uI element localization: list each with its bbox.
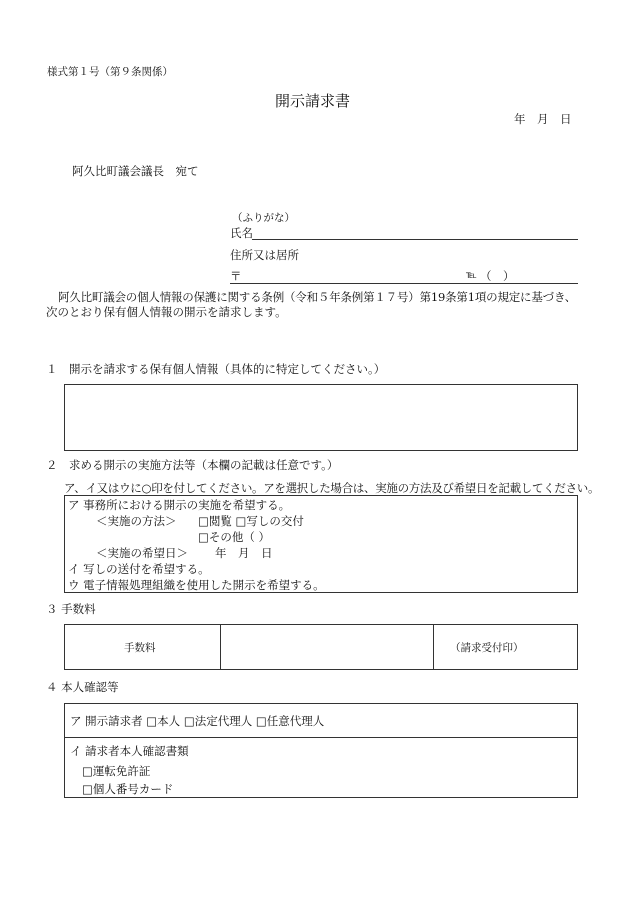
doc-drivers-license[interactable]: □運転免許証 — [82, 764, 151, 778]
section2-heading: ２ 求める開示の実施方法等（本欄の記載は任意です。） — [46, 458, 339, 472]
id-documents-label: イ 請求者本人確認書類 — [70, 744, 189, 758]
name-label: 氏名 — [230, 226, 253, 240]
requested-info-box[interactable] — [64, 384, 578, 451]
page-title: 開示請求書 — [275, 92, 351, 110]
furigana-label: （ふりがな） — [232, 212, 295, 224]
method-choice-1[interactable]: □閲覧 □写しの交付 — [198, 514, 304, 528]
identity-divider — [64, 737, 578, 738]
section2-note: ア、イ又はウに○印を付してください。アを選択した場合は、実施の方法及び希望日を記載してください。 — [64, 481, 600, 495]
method-label: ＜実施の方法＞ — [96, 514, 177, 528]
address-label: 住所又は居所 — [230, 248, 299, 262]
addressee: 阿久比町議会議長 宛て — [72, 164, 199, 178]
requester-type-row[interactable]: ア 開示請求者 □本人 □法定代理人 □任意代理人 — [70, 714, 325, 728]
fee-label: 手数料 — [124, 642, 156, 654]
tel-parens: （ ） — [480, 269, 515, 283]
address-field-line[interactable] — [230, 283, 578, 284]
tel-label: ℡ — [466, 270, 477, 281]
section1-heading: １ 開示を請求する保有個人情報（具体的に特定してください。） — [46, 362, 386, 376]
intro-line-2: 次のとおり保有個人情報の開示を請求します。 — [46, 305, 287, 319]
section3-heading: ３ 手数料 — [46, 602, 96, 616]
stamp-label: （請求受付印） — [450, 642, 524, 654]
doc-my-number-card[interactable]: □個人番号カード — [82, 782, 174, 796]
date-line: 年 月 日 — [514, 112, 572, 126]
option-a[interactable]: ア 事務所における開示の実施を希望する。 — [68, 498, 291, 512]
method-choice-2[interactable]: □その他（ ） — [198, 530, 271, 544]
fee-divider-1 — [220, 624, 221, 670]
option-i[interactable]: イ 写しの送付を希望する。 — [68, 562, 210, 576]
name-field-line[interactable] — [252, 239, 578, 240]
option-u[interactable]: ウ 電子情報処理組織を使用した開示を希望する。 — [68, 578, 325, 592]
intro-line-1: 阿久比町議会の個人情報の保護に関する条例（令和５年条例第１７号）第19条第1項の規定に基づき、 — [58, 290, 577, 304]
form-number: 様式第１号（第９条関係） — [47, 66, 173, 78]
desired-date-value: 年 月 日 — [215, 546, 273, 560]
postal-mark: 〒 — [230, 269, 242, 283]
fee-divider-2 — [433, 624, 434, 670]
desired-date-label: ＜実施の希望日＞ — [96, 546, 188, 560]
section4-heading: ４ 本人確認等 — [46, 680, 119, 694]
